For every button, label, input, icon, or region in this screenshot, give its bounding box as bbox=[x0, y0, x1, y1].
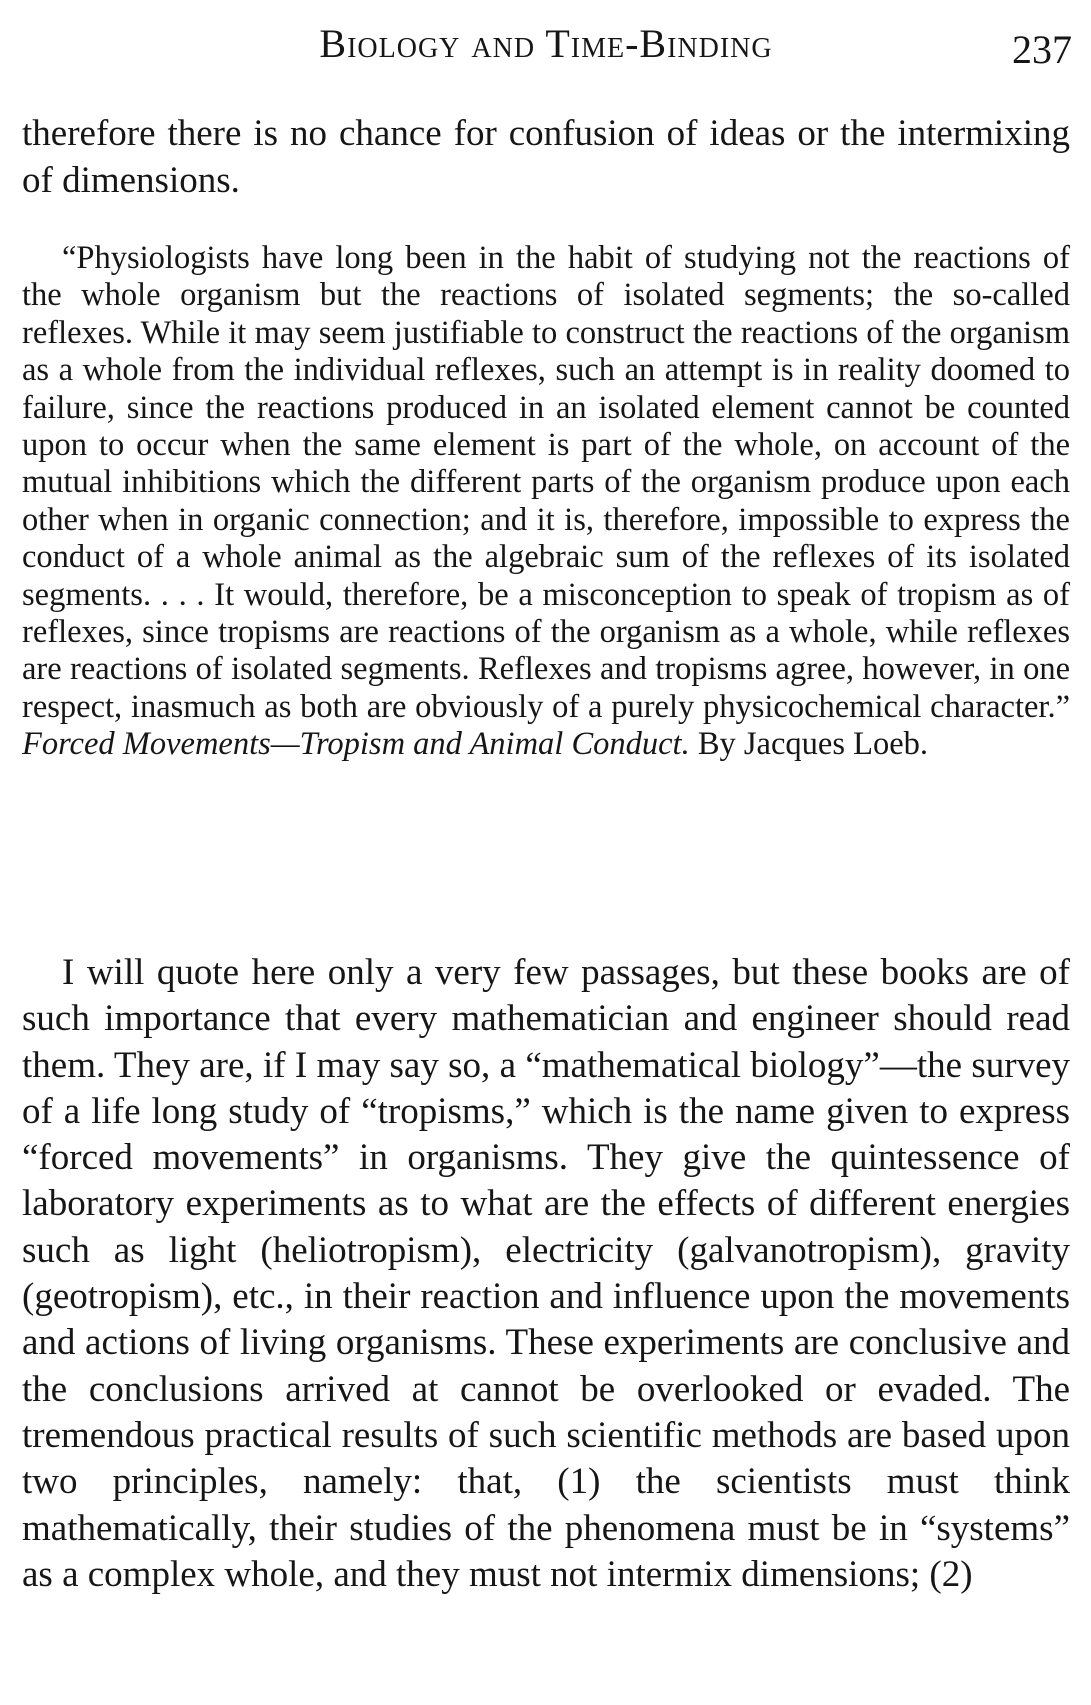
block-quote bbox=[22, 240, 1070, 764]
quote-text: “Physiologists have long been in the habit of studying not the reactions of the whole organism but the reactions of isolated segments; the so-called reflexes. While it may seem justifiable to construct the reactions of the organism as a whole from the individual reflexes, such an attempt is in reality doomed to failure, since the reactions produced in an isolated element cannot be counted upon to occur when the same element is part of the whole, on account of the mutual inhibitions which the different parts of the organism produce upon each other when in organic connection; and it is, therefore, impossible to express the conduct of a whole animal as the algebraic sum of the reflexes of its isolated segments. . . . It would, therefore, be a misconception to speak of tropism as of reflexes, since tropisms are reactions of the organism as a whole, while reflexes are reactions of isolated segments. Reflexes and tropisms agree, however, in one respect, inasmuch as both are obviously of a purely physicochemical character.” bbox=[22, 240, 1070, 725]
page-number: 237 bbox=[1012, 27, 1072, 72]
quote-source-title: Forced Movements—Tropism and Animal Conduct. bbox=[22, 726, 690, 763]
running-title: Biology and Time-Binding bbox=[319, 21, 773, 66]
quote-source-author: By Jacques Loeb. bbox=[697, 726, 928, 763]
book-page bbox=[20, 0, 1072, 1705]
body-paragraph: I will quote here only a very few passages, but these books are of such importance that every mathematician and engineer should read them. They are, if I may say so, a “mathematical biology”—the survey of a life long study of “tropisms,” which is the name given to express “forced movements” in organisms. They give the quintessence of laboratory experiments as to what are the effects of different energies such as light (heliotropism), electricity (galvanotropism), gravity (geotropism), etc., in their reaction and influence upon the movements and actions of living organisms. These experiments are conclusive and the conclusions arrived at cannot be overlooked or evaded. The tremendous practical results of such scientific methods are based upon two principles, namely: that, (1) the scientists must think mathematically, their studies of the phenomena must be in “systems” as a complex whole, and they must not intermix dimensions; (2) bbox=[22, 952, 1070, 1595]
page-header bbox=[20, 16, 1072, 76]
continuation-paragraph: therefore there is no chance for confusion of ideas or the intermixing of dimensions. bbox=[22, 113, 1070, 201]
